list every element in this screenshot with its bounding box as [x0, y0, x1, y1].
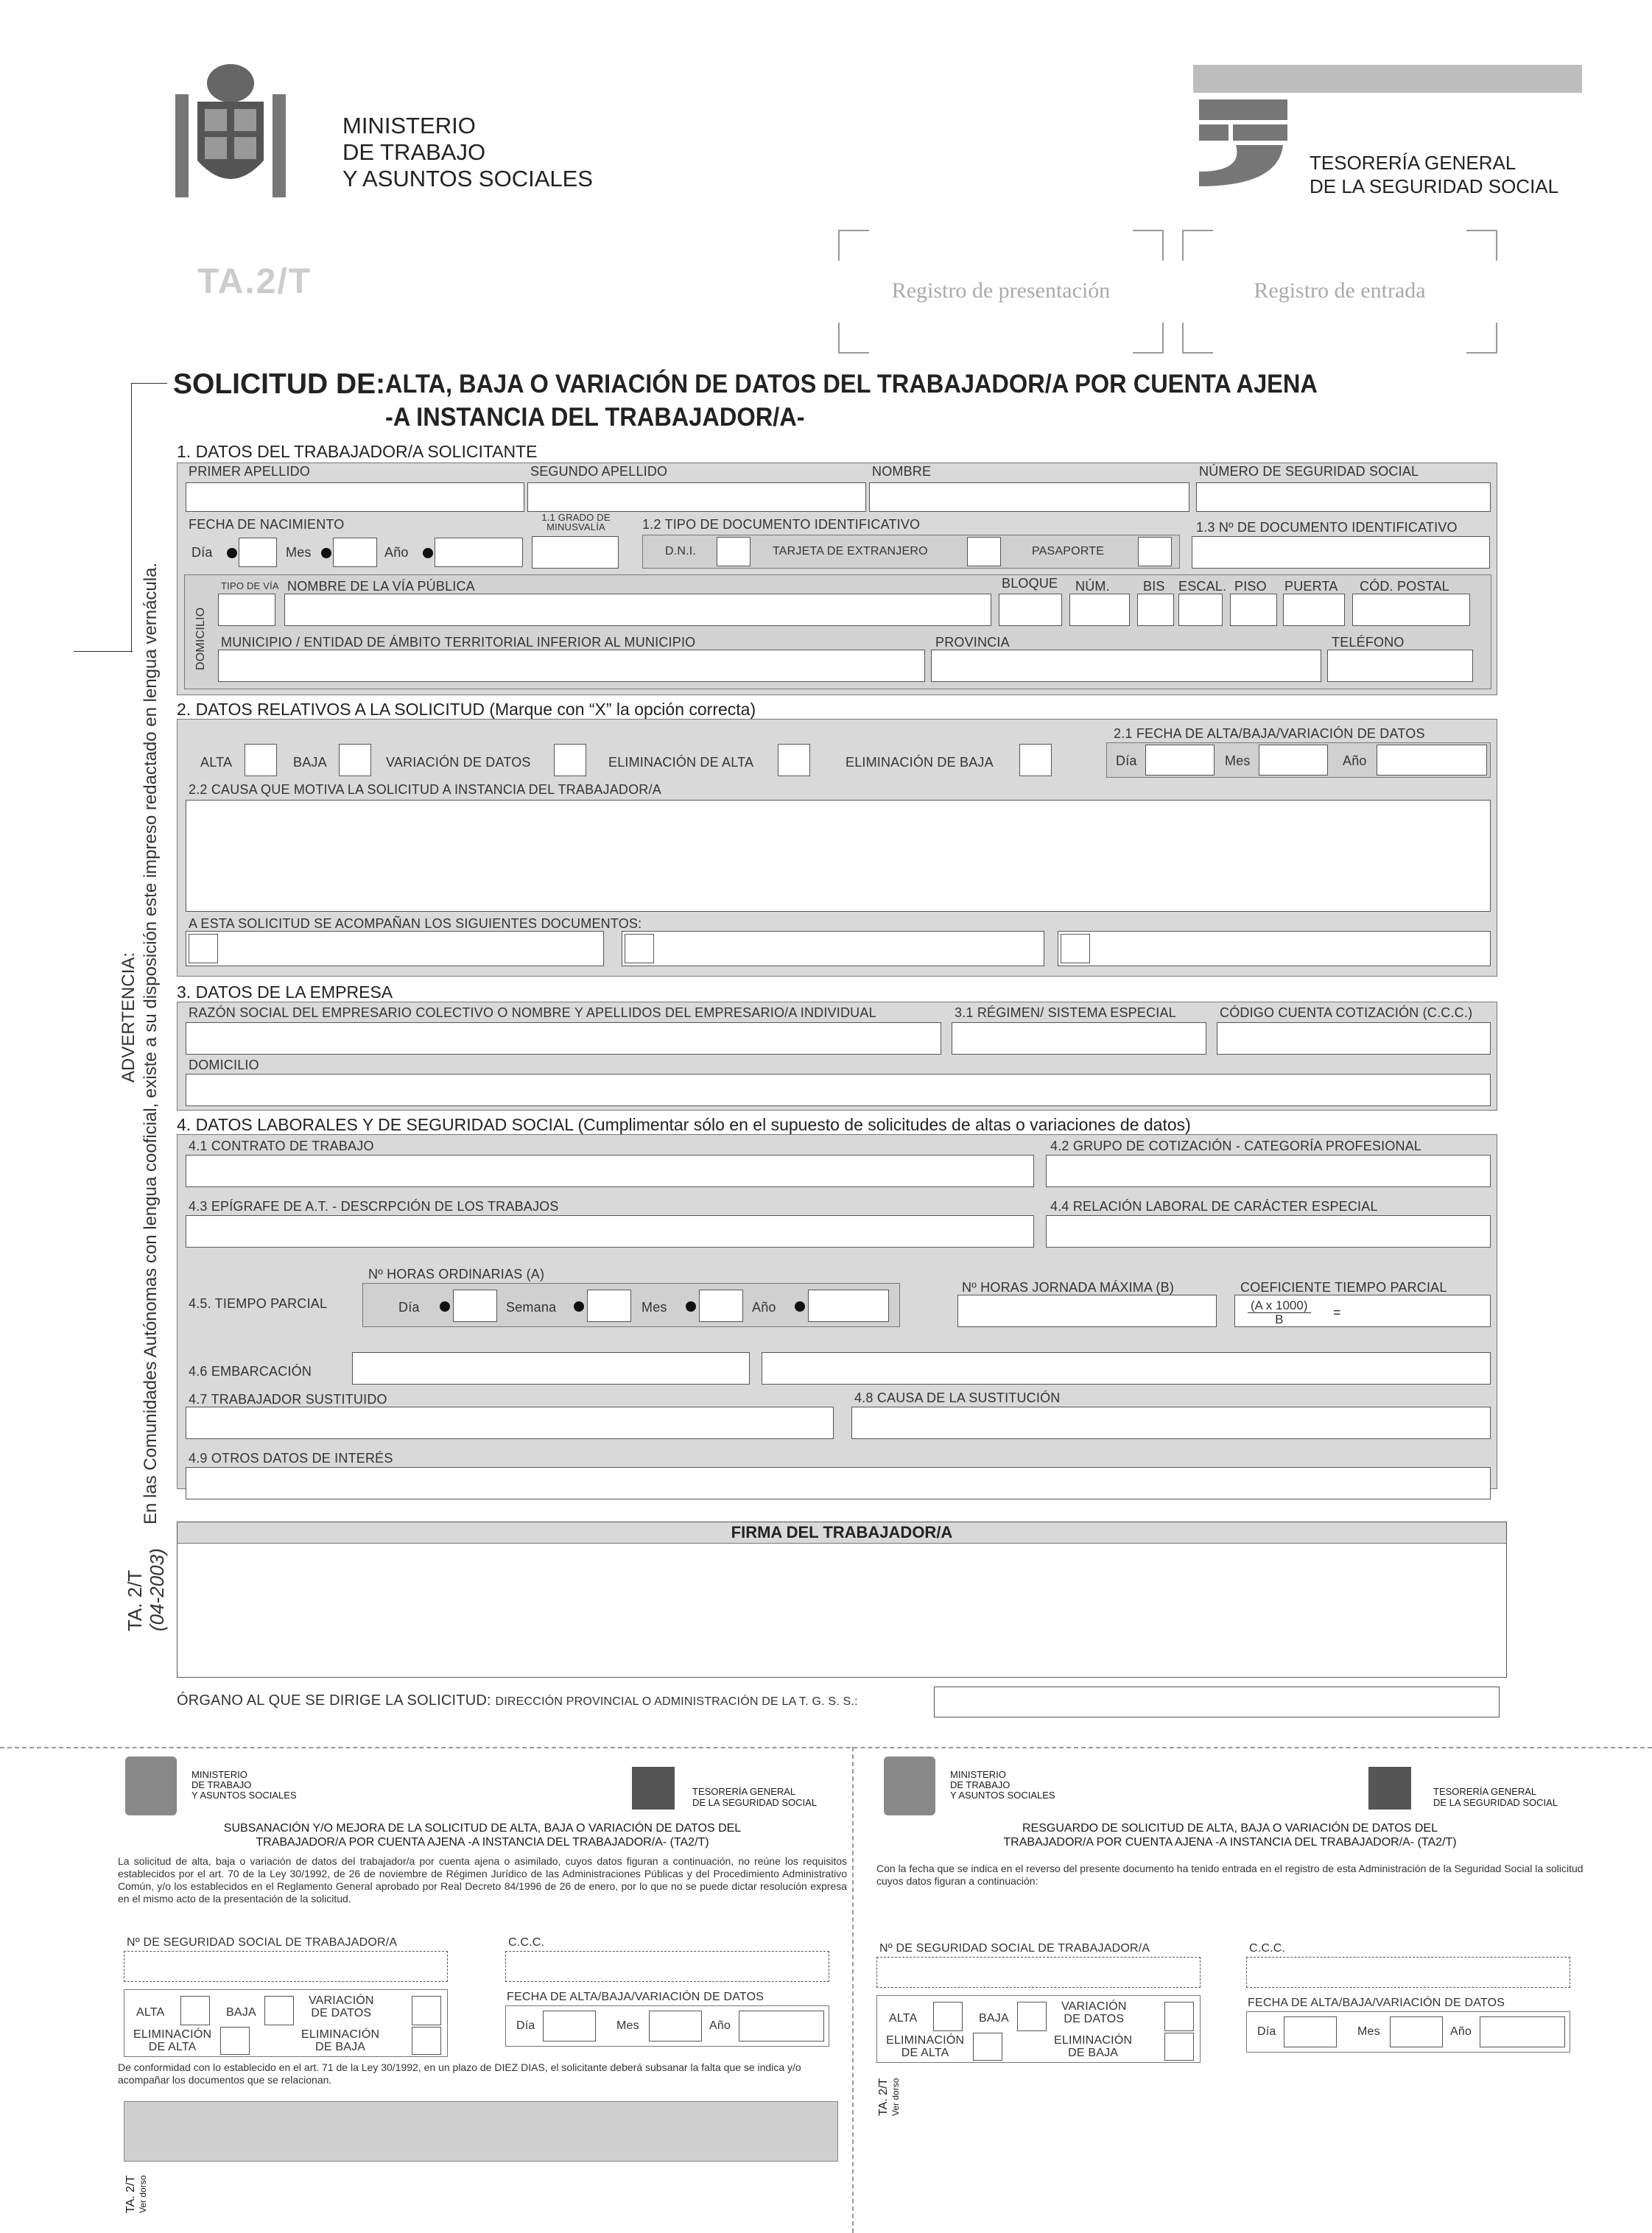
advertencia-label: ADVERTENCIA:	[119, 952, 138, 1083]
segundo-apellido-label: SEGUNDO APELLIDO	[530, 464, 668, 479]
fecha-alta-dia-label: Día	[1116, 753, 1137, 768]
firma-header: FIRMA DEL TRABAJADOR/A	[177, 1522, 1506, 1544]
s3-title: 3. DATOS DE LA EMPRESA	[177, 982, 393, 1002]
organo-label: ÓRGANO AL QUE SE DIRIGE LA SOLICITUD: DIRECCIÓN PROVINCIAL O ADMINISTRACIÓN DE LA T. G. S. S.:	[177, 1692, 858, 1709]
registro-presentacion-box	[838, 230, 1164, 354]
otros-field[interactable]	[186, 1467, 1491, 1499]
stub-left-baja-checkbox[interactable]	[264, 1996, 294, 2025]
doc-field-3[interactable]	[1058, 931, 1491, 966]
stub-right	[876, 1756, 1584, 2232]
stub-left-mes-field[interactable]	[649, 2011, 702, 2042]
contrato-label: 4.1 CONTRATO DE TRABAJO	[189, 1139, 374, 1153]
causa-sust-label: 4.8 CAUSA DE LA SUSTITUCIÓN	[854, 1390, 1061, 1405]
fecha-nac-mes-field[interactable]	[333, 538, 377, 567]
formula-numerator: (A x 1000)	[1248, 1299, 1311, 1313]
tgss-logo	[632, 1767, 675, 1810]
stub-left-nss-field[interactable]	[124, 1951, 448, 1982]
stub-left-elim-alta-checkbox[interactable]	[220, 2027, 250, 2055]
grupo-field[interactable]	[1046, 1155, 1491, 1187]
coat-of-arms-logo	[125, 1756, 177, 1815]
horas-anio-label: Año	[752, 1300, 776, 1315]
title-prefix: SOLICITUD DE:	[173, 368, 386, 400]
bullet-icon	[686, 1301, 696, 1312]
empresa-domicilio-label: DOMICILIO	[189, 1058, 259, 1072]
stub-left-variacion-checkbox[interactable]	[412, 1996, 441, 2025]
relacion-label: 4.4 RELACIÓN LABORAL DE CARÁCTER ESPECIAL	[1050, 1199, 1378, 1214]
horas-semana-field[interactable]	[587, 1290, 631, 1322]
municipio-label: MUNICIPIO / ENTIDAD DE ÁMBITO TERRITORIAL INFERIOR AL MUNICIPIO	[221, 635, 696, 650]
bloque-label: BLOQUE	[1002, 576, 1058, 591]
fecha-alta-label: 2.1 FECHA DE ALTA/BAJA/VARIACIÓN DE DATOS	[1114, 726, 1425, 741]
tipo-via-field[interactable]	[218, 594, 275, 626]
stub-right-ccc-label: C.C.C.	[1249, 1942, 1286, 1955]
nss-label: NÚMERO DE SEGURIDAD SOCIAL	[1199, 464, 1419, 479]
dni-label: D.N.I.	[665, 545, 697, 558]
stub-left-nss-label: Nº DE SEGURIDAD SOCIAL DE TRABAJADOR/A	[127, 1936, 398, 1949]
tiempo-parcial-label: 4.5. TIEMPO PARCIAL	[189, 1296, 328, 1311]
horas-ord-group	[362, 1283, 900, 1327]
provincia-label: PROVINCIA	[935, 635, 1010, 650]
regimen-field[interactable]	[952, 1022, 1206, 1055]
num-field[interactable]	[1069, 594, 1130, 626]
num-doc-field[interactable]	[1192, 536, 1490, 569]
fecha-alta-mes-label: Mes	[1225, 753, 1251, 768]
coat-of-arms-logo	[168, 57, 293, 205]
ccc-field[interactable]	[1217, 1022, 1491, 1055]
stub-left-shaded-box	[124, 2101, 838, 2162]
bloque-field[interactable]	[999, 594, 1062, 626]
puerta-label: PUERTA	[1284, 579, 1338, 594]
cp-label: CÓD. POSTAL	[1360, 579, 1449, 594]
stub-right-nss-field[interactable]	[876, 1957, 1201, 1988]
tipo-via-label: TIPO DE VÍA	[221, 580, 279, 591]
horas-dia-field[interactable]	[453, 1290, 497, 1322]
stub-right-dia-field[interactable]	[1284, 2016, 1337, 2047]
ccc-label: CÓDIGO CUENTA COTIZACIÓN (C.C.C.)	[1220, 1005, 1473, 1020]
nombre-label: NOMBRE	[872, 464, 932, 479]
coef-formula	[1248, 1299, 1311, 1326]
fecha-nac-anio-field[interactable]	[435, 538, 523, 567]
piso-field[interactable]	[1230, 594, 1277, 626]
stub-left-title: SUBSANACIÓN Y/O MEJORA DE LA SOLICITUD DE ALTA, BAJA O VARIACIÓN DE DATOS DEL TRABAJADOR/A POR CUENTA AJENA -A INSTANCIA DEL TRABAJADOR/A- (TA2/T)	[223, 1822, 742, 1849]
telefono-field[interactable]	[1327, 650, 1473, 682]
contrato-field[interactable]	[186, 1155, 1034, 1187]
causa-label: 2.2 CAUSA QUE MOTIVA LA SOLICITUD A INSTANCIA DEL TRABAJADOR/A	[189, 782, 661, 797]
stub-right-tipo-group: ALTA BAJA VARIACIÓN DE DATOS ELIMINACIÓN DE ALTA ELIMINACIÓN DE BAJA	[876, 1995, 1201, 2063]
bullet-icon	[321, 548, 331, 558]
stub-right-baja-checkbox[interactable]	[1017, 2002, 1047, 2031]
horas-mes-label: Mes	[642, 1300, 667, 1315]
bis-field[interactable]	[1137, 594, 1174, 626]
tgss-name: TESORERÍA GENERAL DE LA SEGURIDAD SOCIAL	[1310, 152, 1559, 197]
stub-left-elim-baja-checkbox[interactable]	[412, 2027, 441, 2055]
fecha-alta-anio-field[interactable]	[1377, 745, 1487, 776]
fecha-nac-label: FECHA DE NACIMIENTO	[189, 517, 345, 532]
fecha-nac-dia-field[interactable]	[239, 538, 277, 567]
sustituido-field[interactable]	[186, 1407, 834, 1439]
stub-right-nss-label: Nº DE SEGURIDAD SOCIAL DE TRABAJADOR/A	[879, 1942, 1150, 1955]
fecha-nac-group	[189, 536, 524, 569]
primer-apellido-field[interactable]	[186, 482, 524, 512]
cut-line	[0, 1747, 1652, 1748]
stub-right-elim-alta-checkbox[interactable]	[973, 2033, 1002, 2061]
horas-dia-label: Día	[398, 1300, 420, 1315]
regimen-label: 3.1 RÉGIMEN/ SISTEMA ESPECIAL	[955, 1005, 1176, 1020]
municipio-field[interactable]	[218, 650, 925, 682]
bis-label: BIS	[1143, 579, 1165, 594]
fecha-alta-group	[1106, 742, 1491, 778]
provincia-field[interactable]	[931, 650, 1321, 682]
stub-left-ministry: MINISTERIO DE TRABAJO Y ASUNTOS SOCIALES	[191, 1769, 297, 1801]
segundo-apellido-field[interactable]	[527, 482, 866, 512]
elim-alta-checkbox[interactable]	[778, 744, 810, 776]
stub-left-body: La solicitud de alta, baja o variación de datos del trabajador/a por cuenta ajena o asimilado, cuyos datos figuran a continuación, no reúne los requisitos establecidos por el art. 70 de la Ley 30/1992, de 26 de noviembre de Régimen Jurídico de las Administraciones Públicas y del Procedimiento Administrativo Común, y/o los establecidos en el Reglamento General aprobado por Real Decreto 84/1996 de 26 de enero, por lo que no se puede dictar resolución expresa en el mismo acto de la presentación de la solicitud.	[118, 1855, 847, 1905]
domicilio-side-label: DOMICILIO	[194, 607, 207, 670]
title-line2: -A INSTANCIA DEL TRABAJADOR/A-	[385, 403, 805, 432]
stub-left	[118, 1756, 847, 2232]
doc-checkbox-3[interactable]	[1061, 934, 1090, 963]
stub-right-elim-baja-checkbox[interactable]	[1164, 2033, 1194, 2061]
primer-apellido-label: PRIMER APELLIDO	[189, 464, 311, 479]
cp-field[interactable]	[1352, 594, 1470, 626]
bullet-icon	[795, 1301, 805, 1312]
stub-left-anio-field[interactable]	[739, 2011, 824, 2042]
stub-right-fecha-group: Día Mes Año	[1246, 2011, 1570, 2053]
fecha-nac-mes-label: Mes	[286, 545, 312, 560]
stub-right-tgss: TESORERÍA GENERAL DE LA SEGURIDAD SOCIAL	[1433, 1786, 1558, 1808]
doc-field-1[interactable]	[186, 931, 604, 966]
horas-ord-label: Nº HORAS ORDINARIAS (A)	[368, 1267, 545, 1281]
registro-entrada-box	[1182, 230, 1497, 354]
stub-left-ccc-field[interactable]	[505, 1951, 829, 1982]
grado-field[interactable]	[532, 536, 619, 569]
num-doc-label: 1.3 Nº DE DOCUMENTO IDENTIFICATIVO	[1196, 520, 1458, 535]
stub-right-body: Con la fecha que se indica en el reverso del presente documento ha tenido entrada en el registro de esta Administración de la Seguridad Social la solicitud cuyos datos figuran a continuación:	[876, 1863, 1584, 1887]
nombre-via-label: NOMBRE DE LA VÍA PÚBLICA	[287, 579, 475, 594]
razon-field[interactable]	[186, 1022, 941, 1055]
stub-left-alta-checkbox[interactable]	[180, 1996, 210, 2025]
variacion-label: VARIACIÓN DE DATOS	[386, 755, 531, 770]
elim-baja-label: ELIMINACIÓN DE BAJA	[846, 755, 994, 770]
docs-label: A ESTA SOLICITUD SE ACOMPAÑAN LOS SIGUIENTES DOCUMENTOS:	[189, 916, 642, 931]
stub-right-code: TA. 2/T Ver dorso	[877, 2078, 901, 2116]
stub-right-title: RESGUARDO DE SOLICITUD DE ALTA, BAJA O VARIACIÓN DE DATOS DEL TRABAJADOR/A POR CUENTA AJENA -A INSTANCIA DEL TRABAJADOR/A- (TA2/T)	[1003, 1822, 1457, 1849]
relacion-field[interactable]	[1046, 1215, 1491, 1248]
stub-left-dia-field[interactable]	[543, 2011, 596, 2042]
escal-label: ESCAL.	[1178, 579, 1227, 594]
stub-right-fecha-label: FECHA DE ALTA/BAJA/VARIACIÓN DE DATOS	[1248, 1997, 1505, 2009]
alta-label: ALTA	[200, 755, 233, 770]
horas-mes-field[interactable]	[699, 1290, 743, 1322]
alta-checkbox[interactable]	[245, 744, 277, 776]
registro-entrada-label: Registro de entrada	[1254, 278, 1426, 303]
side-code: TA. 2/T (04-2003)	[124, 1548, 168, 1631]
doc-checkbox-1[interactable]	[189, 934, 218, 963]
num-label: NÚM.	[1075, 579, 1110, 594]
stub-left-fecha-group: Día Mes Año	[505, 2005, 829, 2047]
form-code: TA.2/T	[197, 262, 312, 301]
tgss-logo	[1199, 99, 1287, 188]
nombre-via-field[interactable]	[284, 594, 991, 626]
stub-right-mes-field[interactable]	[1390, 2016, 1443, 2047]
stub-left-footer: De conformidad con lo establecido en el art. 71 de la Ley 30/1992, en un plazo de DIEZ DIAS, el solicitante deberá subsanar la falta que se indica y/o acompañar los documentos que se relacionan.	[118, 2061, 801, 2086]
firma-box[interactable]	[177, 1522, 1507, 1678]
horas-max-label: Nº HORAS JORNADA MÁXIMA (B)	[962, 1280, 1175, 1295]
fecha-nac-dia-label: Día	[191, 545, 213, 560]
coef-label: COEFICIENTE TIEMPO PARCIAL	[1240, 1280, 1447, 1295]
fecha-alta-mes-field[interactable]	[1259, 745, 1328, 776]
baja-checkbox[interactable]	[339, 744, 371, 776]
escal-field[interactable]	[1178, 594, 1223, 626]
tipo-doc-label: 1.2 TIPO DE DOCUMENTO IDENTIFICATIVO	[642, 517, 921, 532]
embarcacion-label: 4.6 EMBARCACIÓN	[189, 1364, 312, 1379]
sustituido-label: 4.7 TRABAJADOR SUSTITUIDO	[189, 1392, 387, 1407]
bullet-icon	[574, 1301, 584, 1312]
dni-checkbox[interactable]	[717, 537, 751, 566]
ministry-name: MINISTERIO DE TRABAJO Y ASUNTOS SOCIALES	[342, 113, 593, 191]
razon-label: RAZÓN SOCIAL DEL EMPRESARIO COLECTIVO O NOMBRE Y APELLIDOS DEL EMPRESARIO/A INDIVIDUAL	[189, 1005, 876, 1020]
advertencia-side-text	[118, 563, 162, 1525]
elim-alta-label: ELIMINACIÓN DE ALTA	[608, 755, 754, 770]
bullet-icon	[227, 548, 237, 558]
stub-left-tipo-group: ALTA BAJA VARIACIÓN DE DATOS ELIMINACIÓN DE ALTA ELIMINACIÓN DE BAJA	[124, 1989, 448, 2057]
causa-sust-field[interactable]	[851, 1407, 1491, 1439]
stub-left-ccc-label: C.C.C.	[508, 1936, 545, 1949]
s4-title: 4. DATOS LABORALES Y DE SEGURIDAD SOCIAL (Cumplimentar sólo en el supuesto de solicitudes de altas o variaciones de datos)	[177, 1115, 1191, 1134]
embarcacion-field-1[interactable]	[352, 1352, 750, 1385]
formula-equals: =	[1333, 1305, 1341, 1320]
doc-checkbox-2[interactable]	[625, 934, 654, 963]
advertencia-text: En las Comunidades Autónomas con lengua cooficial, existe a su disposición este impreso redactado en lengua vernácula.	[141, 562, 161, 1525]
stub-left-fecha-label: FECHA DE ALTA/BAJA/VARIACIÓN DE DATOS	[507, 1991, 765, 2003]
empresa-domicilio-field[interactable]	[186, 1074, 1491, 1106]
s1-title: 1. DATOS DEL TRABAJADOR/A SOLICITANTE	[177, 442, 538, 461]
stub-left-code: TA. 2/T Ver dorso	[124, 2175, 148, 2213]
tgss-bar	[1193, 65, 1582, 93]
elim-baja-checkbox[interactable]	[1019, 744, 1052, 776]
bullet-icon	[423, 548, 433, 558]
s2-title: 2. DATOS RELATIVOS A LA SOLICITUD (Marque con “X” la opción correcta)	[177, 700, 756, 719]
horas-anio-field[interactable]	[808, 1290, 889, 1322]
title-line1: ALTA, BAJA O VARIACIÓN DE DATOS DEL TRABAJADOR/A POR CUENTA AJENA	[385, 370, 1318, 398]
nombre-field[interactable]	[869, 482, 1189, 512]
organo-field[interactable]	[934, 1687, 1500, 1717]
otros-label: 4.9 OTROS DATOS DE INTERÉS	[189, 1451, 393, 1466]
registro-presentacion-label: Registro de presentación	[891, 278, 1111, 303]
stub-right-ccc-field[interactable]	[1246, 1957, 1570, 1988]
formula-denominator: B	[1275, 1312, 1284, 1326]
fecha-nac-anio-label: Año	[384, 545, 409, 560]
cut-line-vertical	[852, 1747, 854, 2233]
horas-semana-label: Semana	[506, 1300, 557, 1315]
tipo-doc-group	[642, 535, 1180, 569]
causa-field[interactable]	[186, 800, 1491, 912]
coat-of-arms-logo	[884, 1756, 935, 1815]
grupo-label: 4.2 GRUPO DE COTIZACIÓN - CATEGORÍA PROFESIONAL	[1050, 1139, 1422, 1153]
stub-left-tgss: TESORERÍA GENERAL DE LA SEGURIDAD SOCIAL	[692, 1786, 818, 1808]
epigrafe-field[interactable]	[186, 1215, 1034, 1248]
fecha-alta-dia-field[interactable]	[1145, 745, 1215, 776]
horas-max-field[interactable]	[957, 1295, 1217, 1327]
baja-label: BAJA	[293, 755, 327, 770]
tarjeta-label: TARJETA DE EXTRANJERO	[773, 545, 928, 558]
doc-field-2[interactable]	[622, 931, 1044, 966]
pasaporte-checkbox[interactable]	[1138, 537, 1172, 566]
tarjeta-checkbox[interactable]	[967, 537, 1001, 566]
tgss-logo	[1368, 1767, 1411, 1810]
stub-right-ministry: MINISTERIO DE TRABAJO Y ASUNTOS SOCIALES	[950, 1769, 1055, 1801]
variacion-checkbox[interactable]	[554, 744, 586, 776]
stub-right-variacion-checkbox[interactable]	[1164, 2002, 1194, 2031]
bullet-icon	[440, 1301, 450, 1312]
pasaporte-label: PASAPORTE	[1032, 545, 1105, 558]
stub-right-alta-checkbox[interactable]	[933, 2002, 963, 2031]
telefono-label: TELÉFONO	[1332, 635, 1405, 650]
puerta-field[interactable]	[1283, 594, 1345, 626]
fecha-alta-anio-label: Año	[1343, 753, 1367, 768]
epigrafe-label: 4.3 EPÍGRAFE DE A.T. - DESCRPCIÓN DE LOS TRABAJOS	[189, 1199, 559, 1214]
stub-right-anio-field[interactable]	[1480, 2016, 1565, 2047]
grado-label: 1.1 GRADO DE MINUSVALÍA	[541, 512, 611, 532]
nss-field[interactable]	[1196, 482, 1491, 512]
piso-label: PISO	[1234, 579, 1267, 594]
embarcacion-field-2[interactable]	[762, 1352, 1491, 1385]
